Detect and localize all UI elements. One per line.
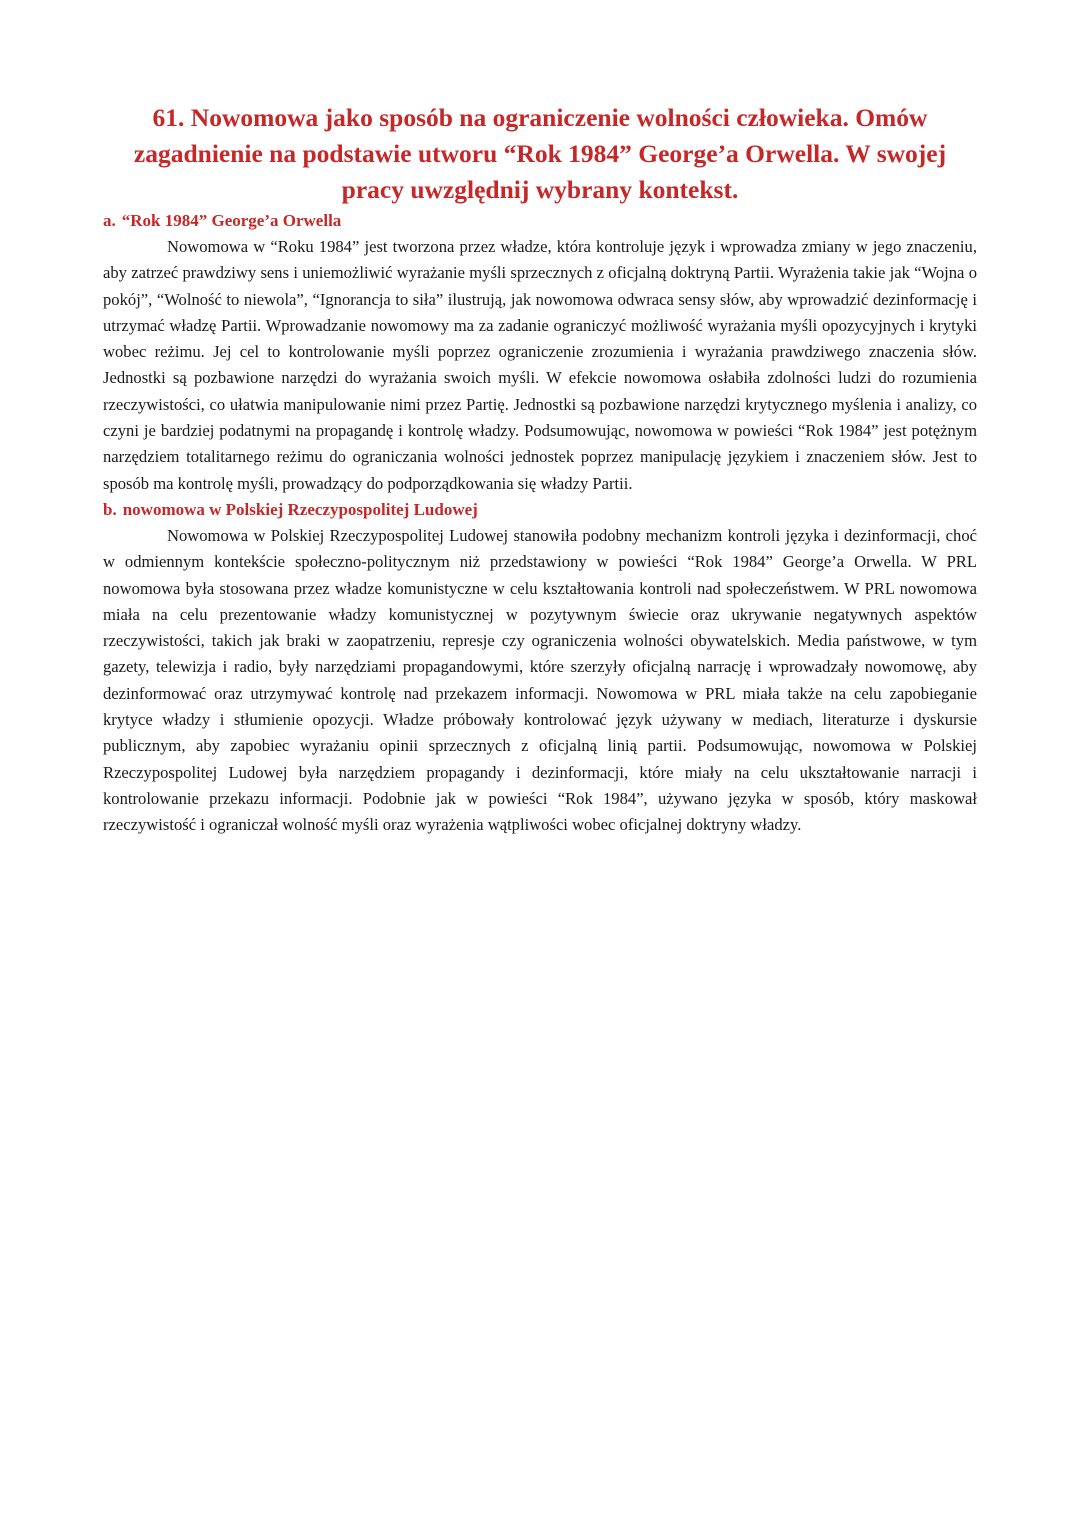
section-b-marker: b. <box>103 499 117 519</box>
document-page <box>103 100 977 839</box>
section-a-body: Nowomowa w “Roku 1984” jest tworzona przez władze, która kontroluje język i wprowadza zmiany w jego znaczeniu, aby zatrzeć prawdziwy sens i uniemożliwić wyrażanie myśli sprzecznych z oficjalną doktryną Partii. Wyrażenia takie jak “Wojna o pokój”, “Wolność to niewola”, “Ignorancja to siła” ilustrują, jak nowomowa odwraca sensy słów, aby wprowadzić dezinformację i utrzymać władzę Partii. Wprowadzanie nowomowy ma za zadanie ograniczyć możliwość wyrażania myśli opozycyjnych i krytyki wobec reżimu. Jej cel to kontrolowanie myśli poprzez ograniczenie zrozumienia i wyrażania prawdziwego znaczenia słów. Jednostki są pozbawione narzędzi do wyrażania swoich myśli. W efekcie nowomowa osłabiła zdolności ludzi do rozumienia rzeczywistości, co ułatwia manipulowanie nimi przez Partię. Jednostki są pozbawione narzędzi krytycznego myślenia i analizy, co czyni je bardziej podatnymi na propagandę i kontrolę władzy. Podsumowując, nowomowa w powieści “Rok 1984” jest potężnym narzędziem totalitarnego reżimu do ograniczania wolności jednostek poprzez manipulację językiem i znaczeniem słów. Jest to sposób ma kontrolę myśli, prowadzący do podporządkowania się władzy Partii. <box>103 237 977 493</box>
section-a <box>103 208 977 497</box>
section-b-heading-text: nowomowa w Polskiej Rzeczypospolitej Ludowej <box>122 499 478 519</box>
section-b-body: Nowomowa w Polskiej Rzeczypospolitej Ludowej stanowiła podobny mechanizm kontroli języka i dezinformacji, choć w odmiennym kontekście społeczno-politycznym niż przedstawiony w powieści “Rok 1984” George’a Orwella. W PRL nowomowa była stosowana przez władze komunistyczne w celu kształtowania kontroli nad społeczeństwem. W PRL nowomowa miała na celu prezentowanie władzy komunistycznej w pozytywnym świecie oraz ukrywanie negatywnych aspektów rzeczywistości, takich jak braki w zaopatrzeniu, represje czy ograniczenia wolności obywatelskich. Media państwowe, w tym gazety, telewizja i radio, były narzędziami propagandowymi, które szerzyły oficjalną narrację i wprowadzały nowomowę, aby dezinformować oraz utrzymywać kontrolę nad przekazem informacji. Nowomowa w PRL miała także na celu zapobieganie krytyce władzy i stłumienie opozycji. Władze próbowały kontrolować język używany w mediach, literaturze i dyskursie publicznym, aby zapobiec wyrażaniu opinii sprzecznych z oficjalną linią partii. Podsumowując, nowomowa w Polskiej Rzeczypospolitej Ludowej była narzędziem propagandy i dezinformacji, które miały na celu ukształtowanie narracji i kontrolowanie przekazu informacji. Podobnie jak w powieści “Rok 1984”, używano języka w sposób, który maskował rzeczywistość i ograniczał wolność myśli oraz wyrażenia wątpliwości wobec oficjalnej doktryny władzy. <box>103 525 977 835</box>
section-b <box>103 497 977 839</box>
section-a-heading-text: “Rok 1984” George’a Orwella <box>121 211 342 230</box>
section-b-heading <box>103 497 977 523</box>
section-a-heading <box>103 208 977 234</box>
section-a-marker: a. <box>103 211 116 230</box>
page-title: 61. Nowomowa jako sposób na ograniczenie wolności człowieka. Omów zagadnienie na podstawie utworu “Rok 1984” George’a Orwella. W swojej pracy uwzględnij wybrany kontekst. <box>133 103 947 204</box>
